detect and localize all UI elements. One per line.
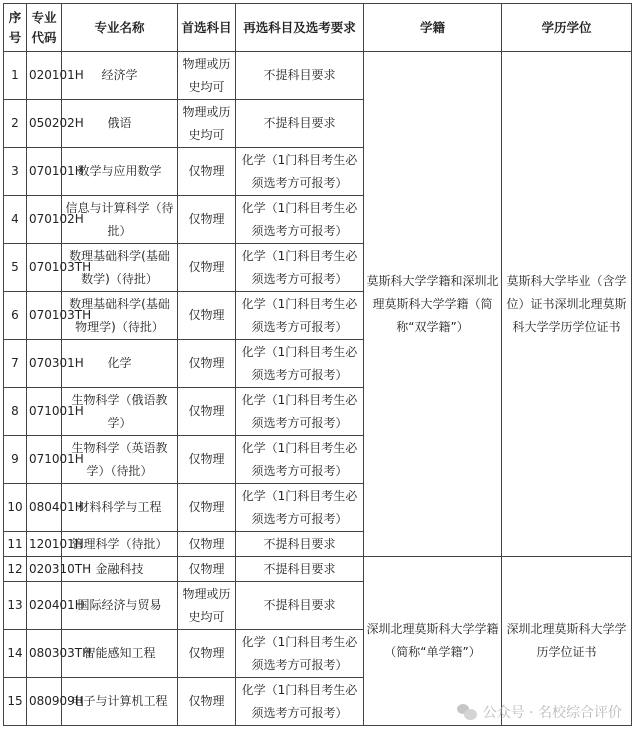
- cell-name: 俄语: [62, 100, 178, 148]
- cell-code: 080401H: [27, 484, 62, 532]
- table-row: [4, 557, 632, 582]
- cell-first-subject: 仅物理: [178, 148, 236, 196]
- cell-code: 070301H: [27, 340, 62, 388]
- cell-index: 1: [4, 52, 27, 100]
- cell-name: 数学与应用数学: [62, 148, 178, 196]
- cell-code: 050202H: [27, 100, 62, 148]
- header-degree: 学历学位: [502, 4, 632, 52]
- cell-index: 13: [4, 582, 27, 630]
- cell-requirement: 化学（1门科目考生必须选考方可报考）: [236, 196, 364, 244]
- cell-degree-dual: 莫斯科大学毕业（含学位）证书深圳北理莫斯科大学学历学位证书: [502, 52, 632, 557]
- watermark: [457, 702, 622, 722]
- cell-code: 080909H: [27, 678, 62, 726]
- cell-requirement: 不提科目要求: [236, 557, 364, 582]
- cell-requirement: 不提科目要求: [236, 582, 364, 630]
- cell-requirement: 化学（1门科目考生必须选考方可报考）: [236, 678, 364, 726]
- cell-code: 070102H: [27, 196, 62, 244]
- cell-code: 020101H: [27, 52, 62, 100]
- cell-name: 金融科技: [62, 557, 178, 582]
- cell-index: 8: [4, 388, 27, 436]
- header-index: 序号: [4, 4, 27, 52]
- cell-index: 14: [4, 630, 27, 678]
- cell-name: 国际经济与贸易: [62, 582, 178, 630]
- cell-requirement: 化学（1门科目考生必须选考方可报考）: [236, 340, 364, 388]
- cell-code: 120101H: [27, 532, 62, 557]
- cell-code: 070103TH: [27, 292, 62, 340]
- cell-requirement: 化学（1门科目考生必须选考方可报考）: [236, 436, 364, 484]
- header-code: 专业代码: [27, 4, 62, 52]
- cell-first-subject: 物理或历史均可: [178, 100, 236, 148]
- cell-degree-single: 深圳北理莫斯科大学学历学位证书: [502, 557, 632, 726]
- header-row: [4, 4, 632, 52]
- cell-index: 12: [4, 557, 27, 582]
- wechat-icon: [457, 704, 477, 720]
- cell-requirement: 化学（1门科目考生必须选考方可报考）: [236, 148, 364, 196]
- cell-code: 070101H: [27, 148, 62, 196]
- cell-index: 3: [4, 148, 27, 196]
- cell-first-subject: 仅物理: [178, 436, 236, 484]
- cell-first-subject: 物理或历史均可: [178, 582, 236, 630]
- cell-name: 智能感知工程: [62, 630, 178, 678]
- cell-index: 6: [4, 292, 27, 340]
- majors-table: [3, 3, 632, 726]
- cell-index: 15: [4, 678, 27, 726]
- cell-first-subject: 仅物理: [178, 557, 236, 582]
- cell-first-subject: 仅物理: [178, 292, 236, 340]
- cell-student-status-single: 深圳北理莫斯科大学学籍（简称“单学籍”）: [364, 557, 502, 726]
- cell-first-subject: 仅物理: [178, 388, 236, 436]
- cell-index: 11: [4, 532, 27, 557]
- cell-name: 数理基础科学(基础物理学)（待批）: [62, 292, 178, 340]
- cell-index: 9: [4, 436, 27, 484]
- cell-first-subject: 仅物理: [178, 340, 236, 388]
- cell-name: 管理科学（待批）: [62, 532, 178, 557]
- header-first-subject: 首选科目: [178, 4, 236, 52]
- cell-student-status-dual: 莫斯科大学学籍和深圳北理莫斯科大学学籍（简称“双学籍”）: [364, 52, 502, 557]
- cell-code: 020401H: [27, 582, 62, 630]
- watermark-text: 公众号 · 名校综合评价: [482, 705, 622, 721]
- cell-name: 信息与计算科学（待批）: [62, 196, 178, 244]
- cell-index: 10: [4, 484, 27, 532]
- cell-first-subject: 仅物理: [178, 678, 236, 726]
- cell-first-subject: 物理或历史均可: [178, 52, 236, 100]
- cell-name: 化学: [62, 340, 178, 388]
- header-student-status: 学籍: [364, 4, 502, 52]
- table-row: [4, 52, 632, 100]
- cell-index: 5: [4, 244, 27, 292]
- cell-first-subject: 仅物理: [178, 630, 236, 678]
- cell-code: 080303TH: [27, 630, 62, 678]
- cell-first-subject: 仅物理: [178, 532, 236, 557]
- cell-name: 经济学: [62, 52, 178, 100]
- header-reselect: 再选科目及选考要求: [236, 4, 364, 52]
- cell-requirement: 不提科目要求: [236, 52, 364, 100]
- cell-code: 020310TH: [27, 557, 62, 582]
- cell-requirement: 化学（1门科目考生必须选考方可报考）: [236, 244, 364, 292]
- cell-requirement: 化学（1门科目考生必须选考方可报考）: [236, 484, 364, 532]
- cell-index: 2: [4, 100, 27, 148]
- cell-name: 生物科学（英语教学）（待批）: [62, 436, 178, 484]
- cell-requirement: 不提科目要求: [236, 532, 364, 557]
- cell-name: 电子与计算机工程: [62, 678, 178, 726]
- header-name: 专业名称: [62, 4, 178, 52]
- cell-name: 生物科学（俄语教学）: [62, 388, 178, 436]
- cell-index: 4: [4, 196, 27, 244]
- cell-requirement: 不提科目要求: [236, 100, 364, 148]
- cell-first-subject: 仅物理: [178, 484, 236, 532]
- cell-first-subject: 仅物理: [178, 244, 236, 292]
- cell-name: 数理基础科学(基础数学)（待批）: [62, 244, 178, 292]
- cell-name: 材料科学与工程: [62, 484, 178, 532]
- cell-code: 071001H: [27, 388, 62, 436]
- cell-requirement: 化学（1门科目考生必须选考方可报考）: [236, 388, 364, 436]
- cell-code: 071001H: [27, 436, 62, 484]
- cell-index: 7: [4, 340, 27, 388]
- cell-code: 070103TH: [27, 244, 62, 292]
- cell-requirement: 化学（1门科目考生必须选考方可报考）: [236, 292, 364, 340]
- cell-first-subject: 仅物理: [178, 196, 236, 244]
- cell-requirement: 化学（1门科目考生必须选考方可报考）: [236, 630, 364, 678]
